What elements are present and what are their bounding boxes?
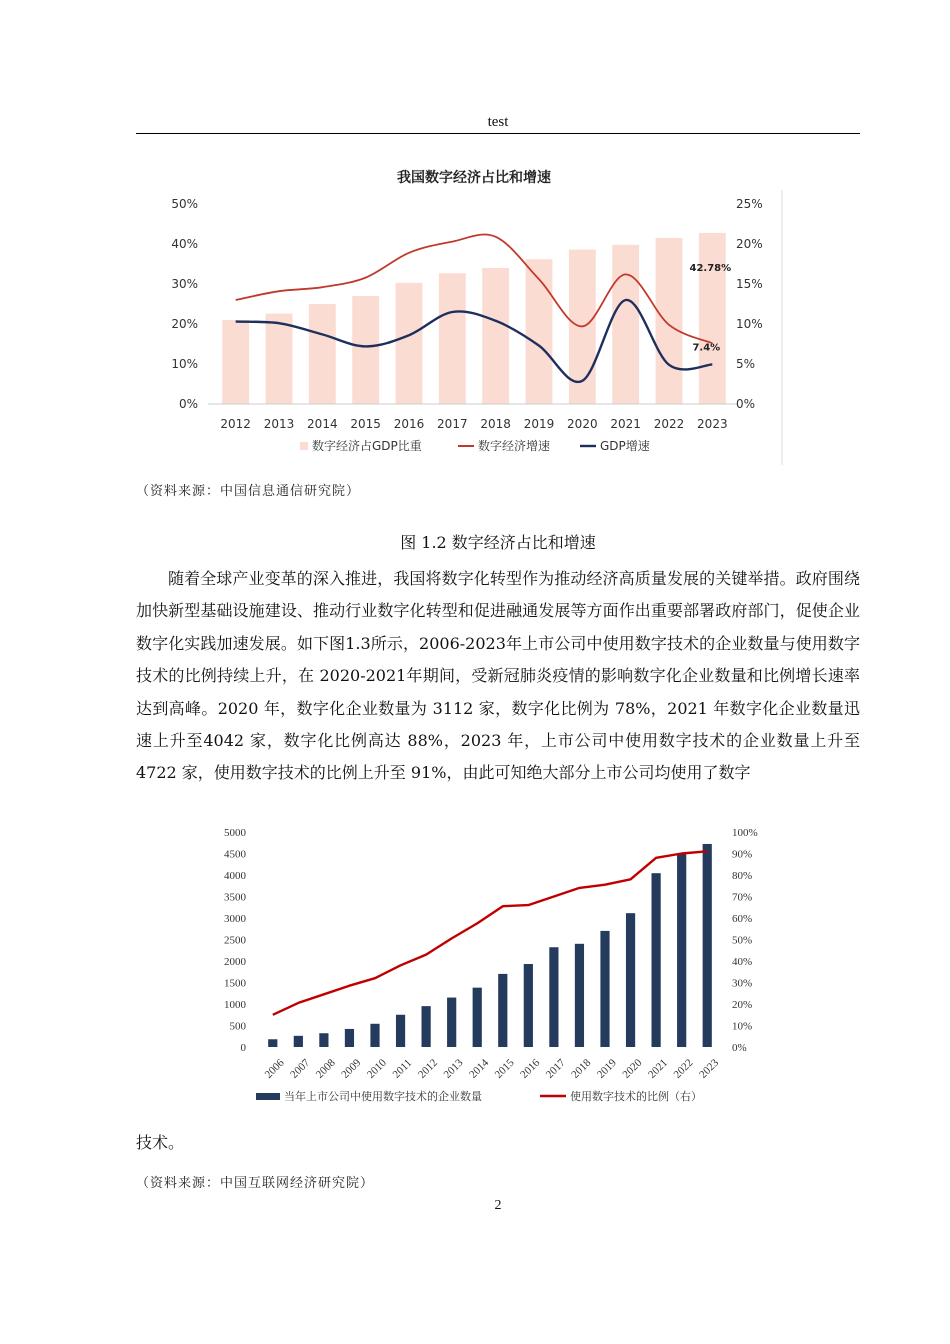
chart1-right-tick: 0%	[736, 397, 756, 411]
chart1-left-tick: 50%	[171, 197, 198, 211]
chart1-bar	[612, 245, 639, 404]
chart1-x-tick: 2022	[653, 417, 685, 431]
chart2-bar	[422, 1006, 431, 1047]
chart1-line-digital-growth	[236, 235, 713, 344]
chart2-left-tick: 4500	[224, 848, 246, 861]
chart1-right-tick: 20%	[736, 237, 763, 251]
chart2-x-tick: 2019	[594, 1056, 619, 1081]
chart2-left-tick: 500	[229, 1020, 246, 1033]
chart1-title: 我国数字经济占比和增速	[397, 170, 551, 186]
chart1-x-tick: 2016	[393, 417, 425, 431]
body-paragraph-tail: 技术。	[136, 1133, 185, 1152]
chart2-x-tick: 2018	[569, 1056, 594, 1081]
chart1-x-tick: 2018	[480, 417, 511, 431]
chart1-right-tick: 10%	[736, 317, 763, 331]
chart2-x-tick: 2008	[313, 1056, 338, 1081]
chart1-bar	[526, 259, 553, 404]
chart2-right-tick: 0%	[732, 1042, 747, 1054]
chart1-x-tick: 2021	[610, 417, 641, 431]
chart1-bar	[699, 233, 726, 404]
chart2-right-tick: 80%	[732, 870, 753, 882]
chart2-line-ratio	[273, 851, 707, 1015]
chart2-right-tick: 10%	[732, 1020, 753, 1033]
chart2-left-tick: 2000	[224, 956, 246, 968]
chart1-legend-swatch-bar	[300, 442, 308, 450]
chart2-right-tick: 20%	[732, 999, 753, 1011]
chart2-bar	[396, 1015, 405, 1047]
chart2-bar	[294, 1036, 303, 1047]
chart1-bar	[352, 296, 379, 404]
chart2-left-tick: 3000	[224, 913, 246, 925]
chart2-bar	[498, 974, 507, 1047]
chart2-bar	[345, 1029, 354, 1047]
chart1-line-gdp-growth	[236, 300, 713, 382]
chart1-x-tick: 2023	[697, 417, 728, 431]
chart2-x-tick: 2014	[467, 1056, 492, 1081]
chart1-x-tick: 2013	[263, 417, 295, 431]
chart1-x-tick: 2017	[437, 417, 468, 431]
page-number: 2	[494, 1198, 502, 1213]
chart2-bar	[703, 844, 712, 1047]
chart1-right-tick: 25%	[736, 197, 763, 211]
chart1-annotation-share: 42.78%	[689, 262, 732, 274]
chart2-left-tick: 0	[240, 1042, 246, 1054]
chart2-left-tick: 1000	[224, 999, 246, 1011]
chart2-x-tick: 2016	[518, 1056, 543, 1081]
chart1-x-tick: 2014	[307, 417, 338, 431]
chart1-bar	[222, 320, 249, 404]
chart2-bar	[626, 913, 635, 1047]
chart2-x-tick: 2020	[620, 1056, 645, 1081]
chart2-bar	[319, 1033, 328, 1047]
chart1-bar	[266, 314, 293, 404]
chart2-right-tick: 70%	[732, 891, 753, 904]
chart1-bar	[396, 283, 423, 404]
chart2-x-tick: 2015	[492, 1056, 517, 1081]
chart1-bar	[309, 304, 336, 404]
chart2-right-tick: 60%	[732, 913, 753, 925]
chart1-x-tick: 2020	[567, 417, 598, 431]
chart1-x-tick: 2015	[350, 417, 381, 431]
chart2-x-tick: 2009	[339, 1056, 364, 1081]
chart2-legend-label: 使用数字技术的比例（右）	[570, 1090, 702, 1103]
chart1-x-tick: 2012	[220, 417, 251, 431]
chart1-legend-label: 数字经济占GDP比重	[312, 439, 422, 453]
chart1-legend-label: 数字经济增速	[478, 439, 551, 453]
chart1-left-tick: 40%	[171, 237, 198, 251]
chart1-left-tick: 10%	[171, 357, 198, 371]
chart2-bar	[473, 988, 482, 1047]
chart2-bar	[370, 1024, 379, 1047]
page-header-title: test	[487, 114, 509, 130]
chart2-x-tick: 2017	[543, 1056, 568, 1081]
chart2-right-tick: 100%	[732, 827, 758, 839]
chart1-right-tick: 15%	[736, 277, 763, 291]
chart2-x-tick: 2012	[415, 1056, 441, 1081]
chart-digital-firms	[220, 820, 780, 1110]
chart2-right-tick: 30%	[732, 977, 753, 990]
chart1-left-tick: 20%	[171, 317, 198, 331]
chart2-bar	[652, 873, 661, 1047]
chart1-left-tick: 30%	[171, 277, 198, 291]
chart2-legend-label: 当年上市公司中使用数字技术的企业数量	[284, 1090, 482, 1103]
chart2-bar	[600, 931, 609, 1047]
chart1-left-tick: 0%	[178, 397, 198, 411]
chart2-x-tick: 2011	[390, 1057, 415, 1081]
chart2-left-tick: 2500	[224, 934, 246, 947]
chart2-x-tick: 2006	[262, 1056, 287, 1081]
chart2-bar	[524, 964, 533, 1047]
figure1-source: （资料来源：中国信息通信研究院）	[136, 484, 361, 499]
chart2-x-tick: 2022	[671, 1056, 696, 1081]
body-paragraph: 随着全球产业变革的深入推进，我国将数字化转型作为推动经济高质量发展的关键举措。政府围绕加快新型基础设施建设、推动行业数字化转型和促进融通发展等方面作出重要部署政府部门，促使企业数字化实践加速发展。如下图1.3所示，2006-2023年上市公司中使用数字技术的企业数量与使用数字技术的比例持续上升，在 2020-2021年期间，受新冠肺炎疫情的影响数字化企业数量和比例增长速率达到高峰。2020 年，数字化企业数量为 3112 家，数字化比例为 78%，2021 年数字化企业数量迅速上升至4042 家，数字化比例高达 88%，2023 年，上市公司中使用数字技术的企业数量上升至4722 家，使用数字技术的比例上升至 91%，由此可知绝大部分上市公司均使用了数字	[136, 569, 860, 783]
chart2-right-tick: 40%	[732, 956, 753, 968]
chart2-x-tick: 2007	[288, 1056, 313, 1081]
chart1-bar	[482, 268, 509, 404]
chart2-bar	[549, 947, 558, 1047]
chart2-x-tick: 2021	[645, 1056, 671, 1081]
chart2-legend-swatch-bar	[256, 1093, 280, 1100]
chart2-left-tick: 5000	[224, 827, 246, 839]
chart2-left-tick: 1500	[224, 977, 246, 990]
chart2-bar	[268, 1039, 277, 1047]
chart2-x-tick: 2023	[697, 1056, 722, 1081]
chart2-right-tick: 90%	[732, 848, 753, 861]
chart2-x-tick: 2010	[364, 1056, 389, 1081]
chart1-bar	[656, 238, 683, 404]
chart2-bar	[447, 998, 456, 1047]
chart2-right-tick: 50%	[732, 934, 753, 947]
chart1-annotation-gdp: 7.4%	[692, 342, 721, 354]
chart2-x-tick: 2013	[441, 1056, 466, 1081]
chart-digital-economy	[150, 160, 790, 465]
chart2-bar	[677, 854, 686, 1047]
chart2-left-tick: 3500	[224, 891, 246, 904]
figure1-caption: 图 1.2 数字经济占比和增速	[400, 533, 596, 552]
chart2-bar	[575, 944, 584, 1047]
figure2-source: （资料来源：中国互联网经济研究院）	[136, 1176, 375, 1191]
chart1-legend-label: GDP增速	[600, 439, 650, 453]
header-rule	[136, 133, 860, 134]
chart1-x-tick: 2019	[523, 417, 555, 431]
chart2-left-tick: 4000	[224, 870, 246, 882]
chart1-bar	[439, 273, 466, 404]
chart1-right-tick: 5%	[736, 357, 756, 371]
